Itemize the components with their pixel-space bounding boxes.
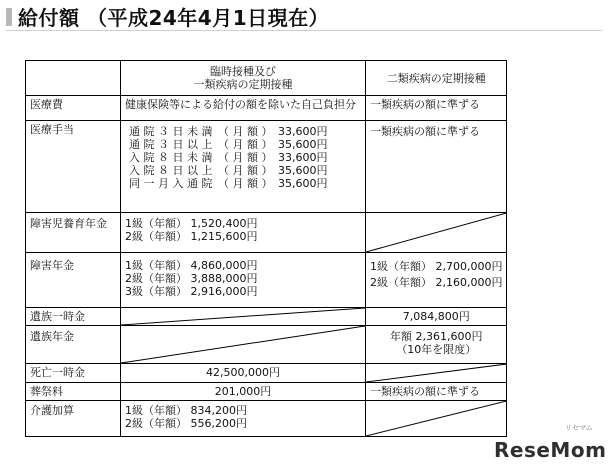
diagonal-line-icon (366, 213, 506, 252)
table-cell-line: 入 院 ８ 日 以 上 （ 月 額 ） 35,600円 (129, 164, 328, 177)
table-cell-line: 通 院 ３ 日 未 満 （ 月 額 ） 33,600円 (129, 125, 328, 138)
table-row (26, 308, 507, 326)
table-cell: 7,084,800円 (366, 308, 507, 326)
table-cell-line: 2級（年額） 1,215,600円 (125, 230, 258, 243)
table-cell-line: 入 院 ８ 日 未 満 （ 月 額 ） 33,600円 (129, 151, 328, 164)
not-applicable-cell (121, 308, 366, 326)
table-cell-line: 2級（年額） 3,888,000円 (125, 272, 258, 285)
row-label: 死亡一時金 (26, 364, 121, 383)
row-label: 遺族年金 (26, 326, 121, 364)
table-row (26, 253, 507, 308)
row-label: 遺族一時金 (26, 308, 121, 326)
table-cell-line: 3級（年額） 2,916,000円 (125, 285, 258, 298)
table-row (26, 121, 507, 213)
logo-subtext: リセマム (565, 424, 593, 432)
header-empty-cell (26, 61, 121, 96)
header-col2 (121, 61, 366, 96)
header-col2-line: 臨時接種及び (210, 65, 276, 78)
diagonal-line-icon (366, 401, 506, 436)
table-cell (121, 253, 366, 308)
table-cell-line: 2級（年額） 556,200円 (125, 417, 247, 430)
table-cell-line: （10年を限度） (396, 343, 477, 356)
table-row (26, 326, 507, 364)
row-label: 葬祭料 (26, 383, 121, 401)
diagonal-line-icon (121, 308, 365, 325)
row-label: 介護加算 (26, 401, 121, 437)
table-cell-line: 1級（年額） 834,200円 (125, 404, 247, 417)
row-label: 障害年金 (26, 253, 121, 308)
title-area (0, 0, 611, 36)
not-applicable-cell (121, 326, 366, 364)
table-cell-line: 通 院 ３ 日 以 上 （ 月 額 ） 35,600円 (129, 138, 328, 151)
diagonal-line-icon (366, 364, 506, 382)
table-cell (121, 401, 366, 437)
row-label: 医療費 (26, 96, 121, 121)
row-label: 障害児養育年金 (26, 213, 121, 253)
table-cell (121, 213, 366, 253)
table-cell (121, 121, 366, 213)
diagonal-line-icon (121, 326, 365, 363)
row-label: 医療手当 (26, 121, 121, 213)
table-cell (366, 253, 507, 308)
table-cell: 一類疾病の額に準ずる (366, 383, 507, 401)
resemom-logo: ReseMom (494, 438, 607, 462)
table-cell-line: 1級（年額） 4,860,000円 (125, 259, 258, 272)
page-title: 給付額 （平成24年4月1日現在） (18, 6, 330, 30)
table-cell-line: 1級（年額） 2,700,000円 (370, 260, 503, 273)
header-row (26, 61, 507, 96)
table-row (26, 213, 507, 253)
table-cell-line: 同 一 月 入 通 院 （ 月 額 ） 35,600円 (129, 177, 328, 190)
title-divider (6, 30, 602, 31)
table-cell-line: 1級（年額） 1,520,400円 (125, 217, 258, 230)
table-row (26, 401, 507, 437)
table-cell (366, 326, 507, 364)
table-row (26, 364, 507, 383)
not-applicable-cell (366, 401, 507, 437)
table-cell: 一類疾病の額に準ずる (366, 96, 507, 121)
title-marker (6, 8, 12, 26)
not-applicable-cell (366, 213, 507, 253)
table-cell: 201,000円 (121, 383, 366, 401)
not-applicable-cell (366, 364, 507, 383)
table-cell: 一類疾病の額に準ずる (366, 121, 507, 213)
table-cell-line: 2級（年額） 2,160,000円 (370, 276, 503, 289)
table-cell: 健康保険等による給付の額を除いた自己負担分 (121, 96, 366, 121)
header-col3: 二類疾病の定期接種 (366, 61, 507, 96)
benefit-table (25, 60, 507, 437)
table-cell-line: 年額 2,361,600円 (390, 330, 483, 343)
table-row (26, 383, 507, 401)
header-col2-line: 一類疾病の定期接種 (193, 78, 293, 91)
table-row (26, 96, 507, 121)
table-cell: 42,500,000円 (121, 364, 366, 383)
